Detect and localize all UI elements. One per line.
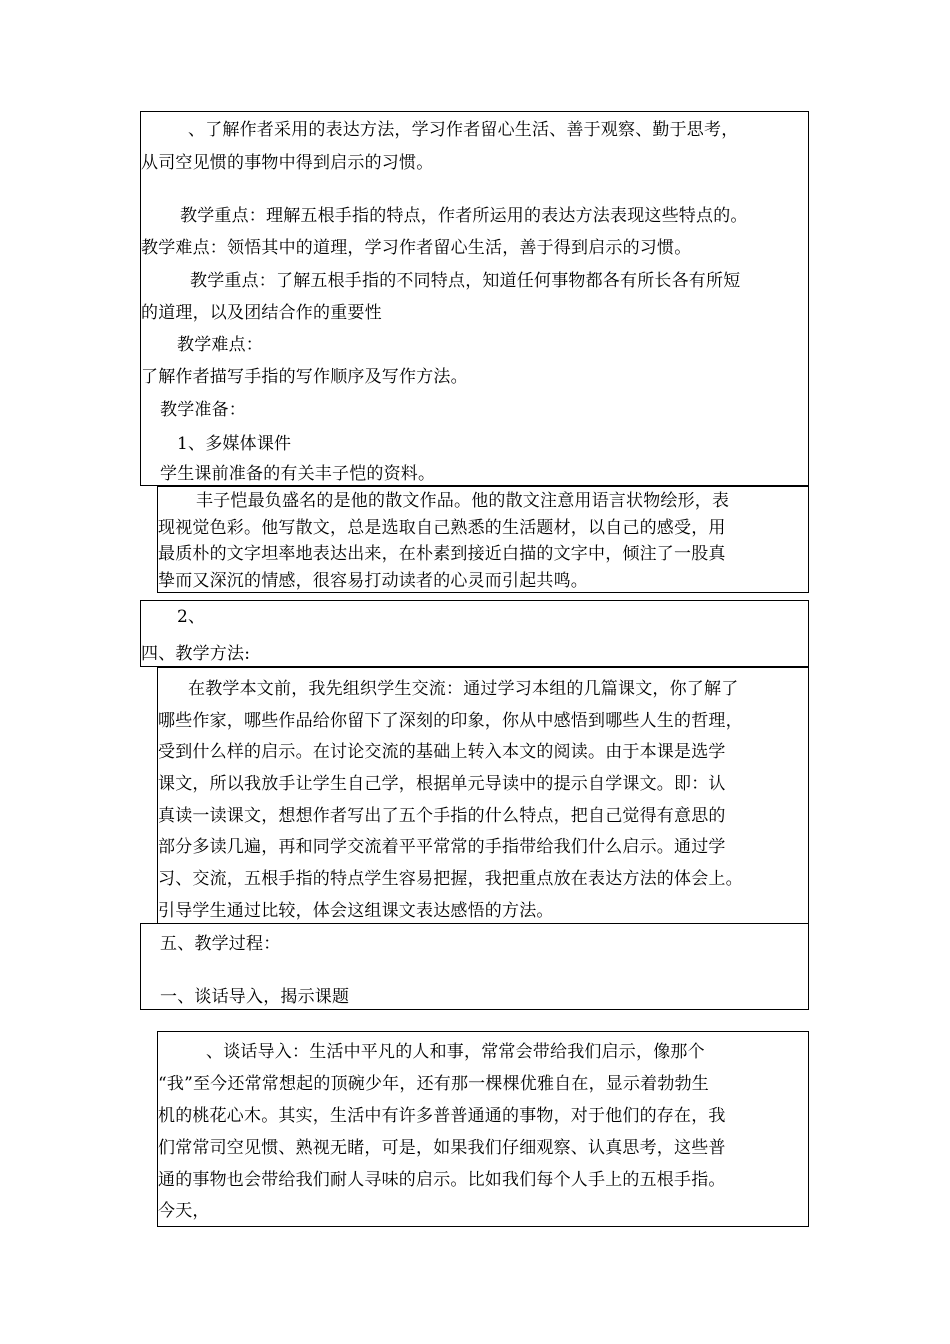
process-heading: 五、教学过程：	[160, 934, 281, 954]
method-line: 引导学生通过比较，体会这组课文表达感悟的方法。	[158, 901, 554, 921]
intro-talk-line: 、谈话导入：生活中平凡的人和事，常常会带给我们启示，像那个	[206, 1042, 705, 1062]
difficulty-line: 教学难点：领悟其中的道理，学习作者留心生活，善于得到启示的习惯。	[141, 238, 692, 258]
process-subheading: 一、谈话导入，揭示课题	[160, 987, 350, 1007]
author-intro-line: 丰子恺最负盛名的是他的散文作品。他的散文注意用语言状物绘形，表	[196, 491, 730, 511]
intro-talk-line: “我”至今还常常想起的顶碗少年，还有那一棵棵优雅自在，显示着勃勃生	[158, 1074, 709, 1094]
key-point-line: 教学重点：理解五根手指的特点，作者所运用的表达方法表现这些特点的。	[180, 206, 748, 226]
objective-line: 、了解作者采用的表达方法，学习作者留心生活、善于观察、勤于思考，	[188, 120, 739, 140]
difficulty-heading: 教学难点：	[177, 335, 263, 355]
author-intro-line: 最质朴的文字坦率地表达出来，在朴素到接近白描的文字中，倾注了一股真	[158, 544, 726, 564]
method-line: 习、交流，五根手指的特点学生容易把握，我把重点放在表达方法的体会上。	[158, 869, 743, 889]
intro-talk-line: 们常常司空见惯、熟视无睹，可是，如果我们仔细观察、认真思考，这些普	[158, 1138, 726, 1158]
method-line: 部分多读几遍，再和同学交流着平平常常的手指带给我们什么启示。通过学	[158, 837, 726, 857]
method-line: 课文，所以我放手让学生自己学，根据单元导读中的提示自学课文。即：认	[158, 774, 726, 794]
key-point-line: 教学重点：了解五根手指的不同特点，知道任何事物都各有所长各有所短	[190, 271, 741, 291]
objective-line: 从司空见惯的事物中得到启示的习惯。	[141, 153, 434, 173]
author-intro-line: 现视觉色彩。他写散文，总是选取自己熟悉的生活题材，以自己的感受，用	[158, 518, 726, 538]
difficulty-line: 了解作者描写手指的写作顺序及写作方法。	[141, 367, 468, 387]
method-line: 真读一读课文，想想作者写出了五个手指的什么特点，把自己觉得有意思的	[158, 806, 726, 826]
method-line: 在教学本文前，我先组织学生交流：通过学习本组的几篇课文，你了解了	[188, 679, 739, 699]
method-line: 哪些作家，哪些作品给你留下了深刻的印象，你从中感悟到哪些人生的哲理，	[158, 711, 743, 731]
intro-talk-line: 今天，	[158, 1201, 210, 1221]
preparation-item: 1、多媒体课件	[177, 434, 292, 454]
method-heading: 四、教学方法:	[141, 644, 251, 664]
method-line: 受到什么样的启示。在讨论交流的基础上转入本文的阅读。由于本课是选学	[158, 742, 726, 762]
preparation-heading: 教学准备：	[160, 400, 246, 420]
author-intro-line: 挚而又深沉的情感，很容易打动读者的心灵而引起共鸣。	[158, 571, 588, 591]
intro-talk-line: 通的事物也会带给我们耐人寻味的启示。比如我们每个人手上的五根手指。	[158, 1170, 726, 1190]
preparation-item: 学生课前准备的有关丰子恺的资料。	[160, 464, 436, 484]
intro-talk-line: 机的桃花心木。其实，生活中有许多普普通通的事物，对于他们的存在，我	[158, 1106, 726, 1126]
list-number: 2、	[177, 607, 206, 627]
key-point-line: 的道理，以及团结合作的重要性	[141, 303, 382, 323]
